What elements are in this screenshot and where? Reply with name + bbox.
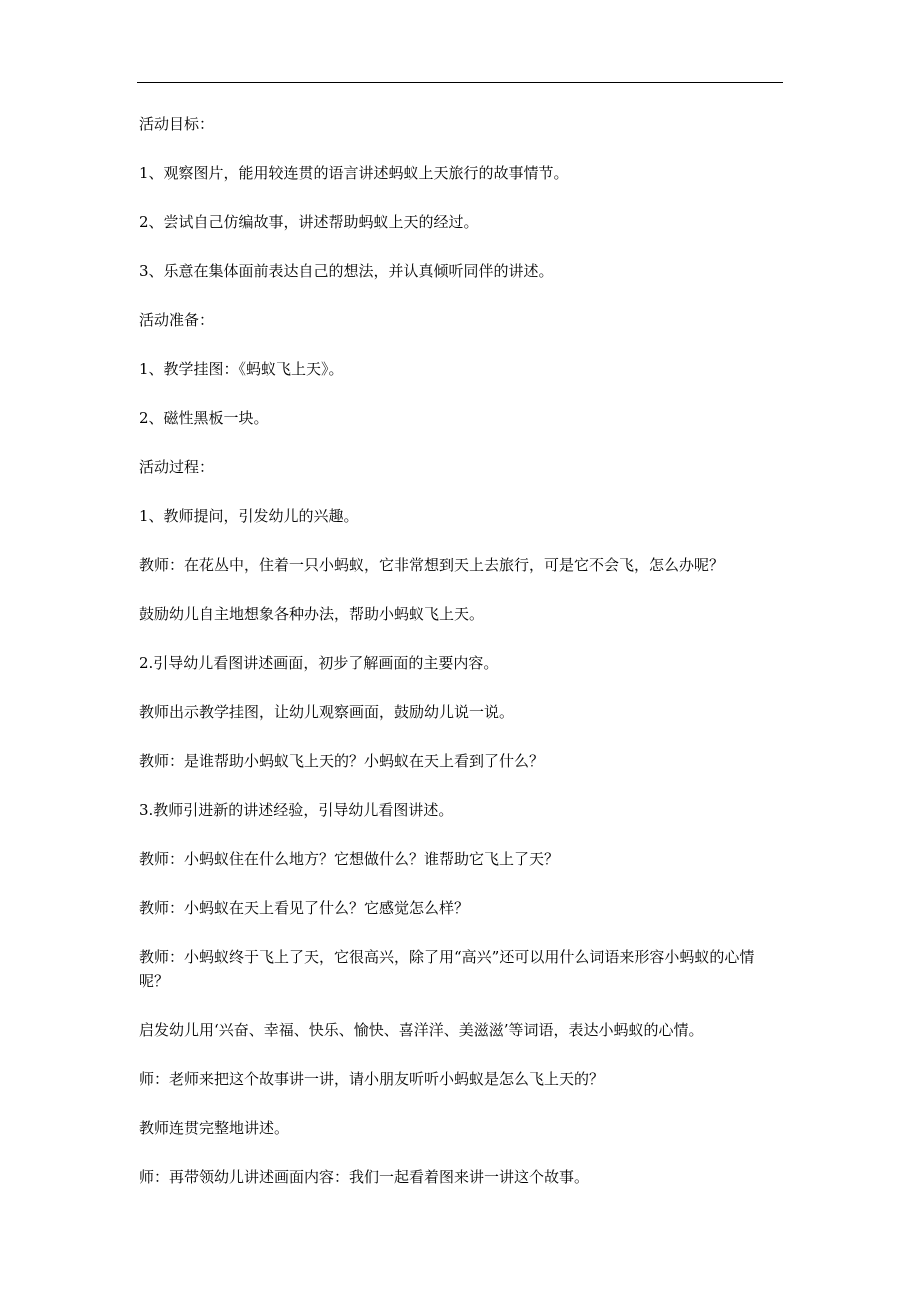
paragraph: 1、教学挂图：《蚂蚁飞上天》。 (139, 360, 344, 378)
section-heading-process: 活动过程： (139, 458, 215, 476)
paragraph: 启发幼儿用‘兴奋、幸福、快乐、愉快、喜洋洋、美滋滋’等词语，表达小蚂蚁的心情。 (139, 1021, 704, 1039)
paragraph: 3、乐意在集体面前表达自己的想法，并认真倾听同伴的讲述。 (139, 262, 554, 280)
header-rule (137, 82, 783, 83)
section-heading-goals: 活动目标： (139, 115, 215, 133)
paragraph: 教师连贯完整地讲述。 (139, 1119, 290, 1137)
paragraph: 师：再带领幼儿讲述画面内容：我们一起看着图来讲一讲这个故事。 (139, 1168, 590, 1186)
paragraph: 2、尝试自己仿编故事，讲述帮助蚂蚁上天的经过。 (139, 213, 479, 231)
paragraph: 教师：是谁帮助小蚂蚁飞上天的？小蚂蚁在天上看到了什么？ (139, 752, 545, 770)
paragraph: 教师：小蚂蚁终于飞上了天，它很高兴，除了用“高兴”还可以用什么词语来形容小蚂蚁的心情呢？ (139, 948, 755, 990)
paragraph: 2.引导幼儿看图讲述画面，初步了解画面的主要内容。 (139, 654, 499, 672)
paragraph: 2、磁性黑板一块。 (139, 409, 269, 427)
paragraph: 教师：小蚂蚁在天上看见了什么？它感觉怎么样？ (139, 899, 470, 917)
paragraph: 教师：小蚂蚁住在什么地方？它想做什么？谁帮助它飞上了天？ (139, 850, 560, 868)
paragraph: 3.教师引进新的讲述经验，引导幼儿看图讲述。 (139, 801, 454, 819)
paragraph: 1、观察图片，能用较连贯的语言讲述蚂蚁上天旅行的故事情节。 (139, 164, 569, 182)
paragraph: 1、教师提问，引发幼儿的兴趣。 (139, 507, 359, 525)
paragraph: 鼓励幼儿自主地想象各种办法，帮助小蚂蚁飞上天。 (139, 605, 485, 623)
document-body (139, 112, 784, 1214)
paragraph: 教师出示教学挂图，让幼儿观察画面，鼓励幼儿说一说。 (139, 703, 515, 721)
paragraph: 师：老师来把这个故事讲一讲，请小朋友听听小蚂蚁是怎么飞上天的？ (139, 1070, 605, 1088)
paragraph: 教师：在花丛中，住着一只小蚂蚁，它非常想到天上去旅行，可是它不会飞，怎么办呢？ (139, 556, 725, 574)
section-heading-preparation: 活动准备： (139, 311, 215, 329)
